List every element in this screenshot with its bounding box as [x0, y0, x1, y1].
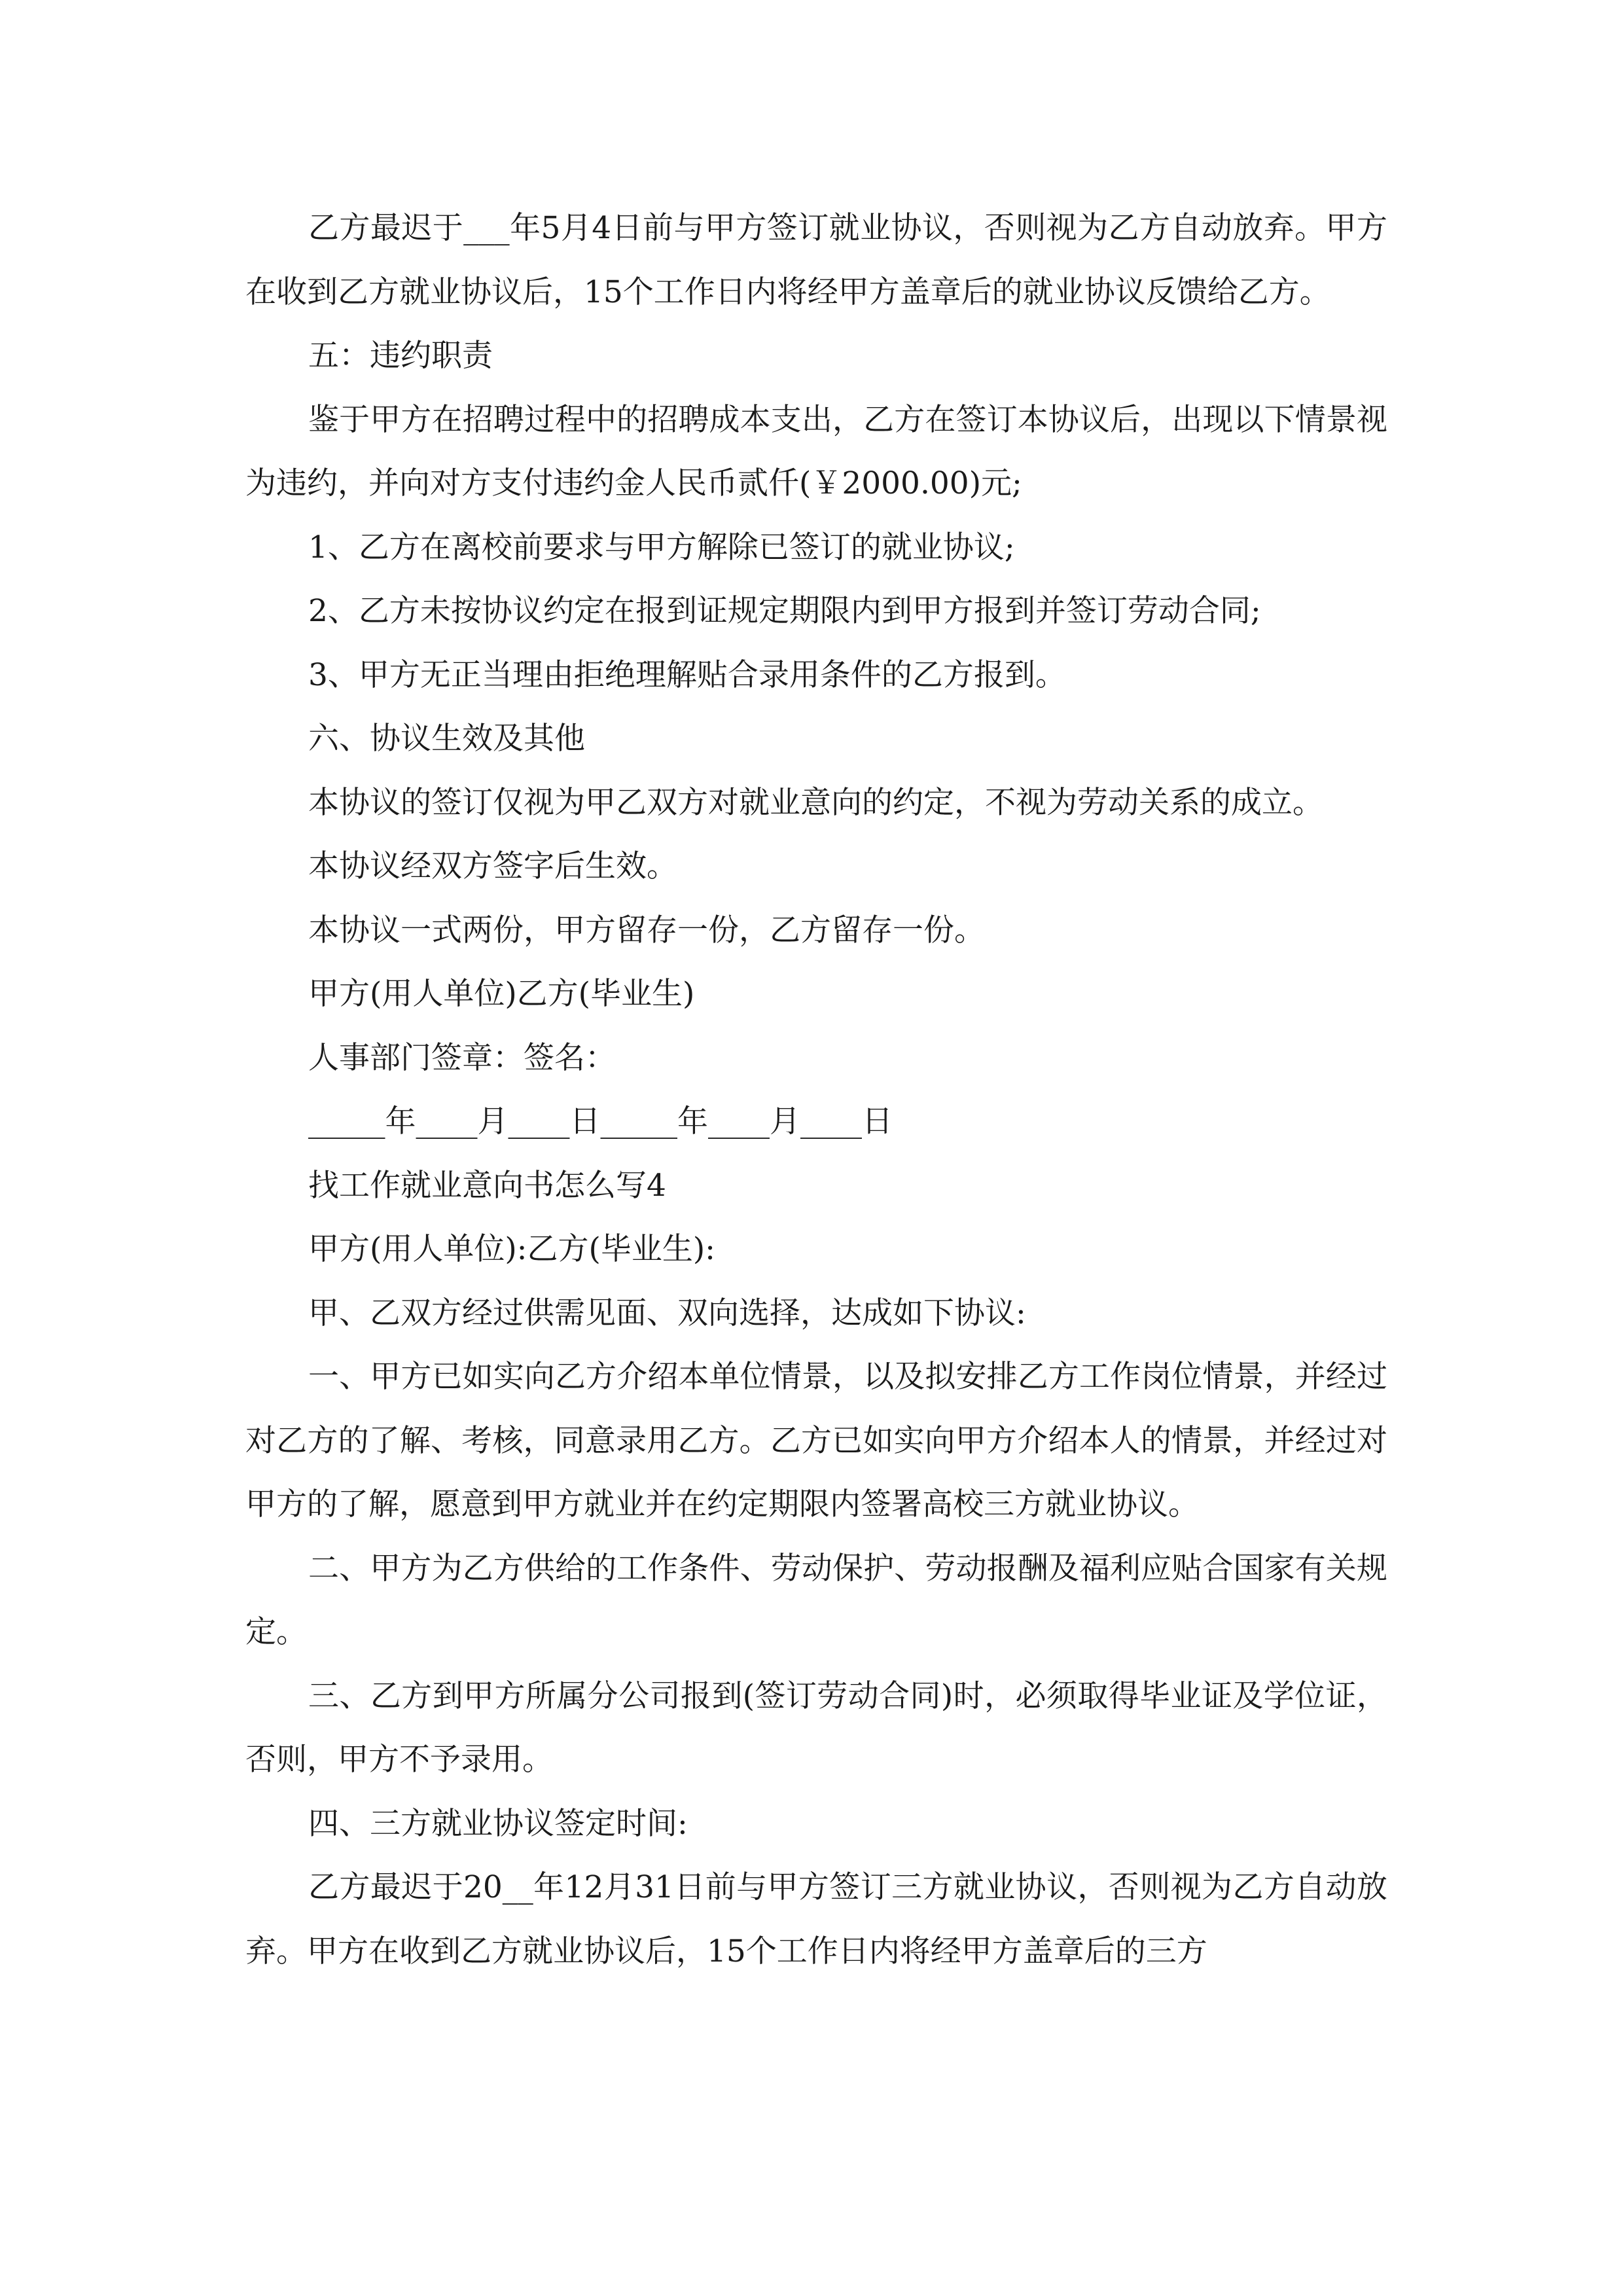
parties-line: 甲方(用人单位)乙方(毕业生) [308, 976, 695, 1012]
clause-4-heading: 四、三方就业协议签定时间: [308, 1805, 688, 1842]
clause-3: 三、乙方到甲方所属分公司报到(签订劳动合同)时，必须取得毕业证及学位证，否则，甲方不予录用。 [245, 1677, 1387, 1778]
signature-line: 人事部门签章：签名： [308, 1039, 616, 1076]
clause-2: 二、甲方为乙方供给的工作条件、劳动保护、劳动报酬及福利应贴合国家有关规定。 [245, 1550, 1387, 1650]
section-title: 找工作就业意向书怎么写4 [308, 1167, 666, 1204]
date-line: _____年____月____日_____年____月____日 [308, 1103, 893, 1139]
paragraph-effective-on-sign: 本协议经双方签字后生效。 [308, 848, 677, 884]
paragraph-intent-only: 本协议的签订仅视为甲乙双方对就业意向的约定，不视为劳动关系的成立。 [308, 784, 1323, 821]
document-body [245, 196, 1387, 1983]
paragraph-breach-penalty: 鉴于甲方在招聘过程中的招聘成本支出，乙方在签订本协议后，出现以下情景视为违约，并向对方支付违约金人民币贰仟(￥2000.00)元; [245, 401, 1387, 501]
clause-1: 一、甲方已如实向乙方介绍本单位情景，以及拟安排乙方工作岗位情景，并经过对乙方的了解、考核，同意录用乙方。乙方已如实向甲方介绍本人的情景，并经过对甲方的了解，愿意到甲方就业并在约定期限内签署高校三方就业协议。 [245, 1359, 1387, 1522]
heading-effect-and-other: 六、协议生效及其他 [308, 721, 585, 757]
paragraph-copies: 本协议一式两份，甲方留存一份，乙方留存一份。 [308, 912, 985, 948]
paragraph-agreement-intro: 甲、乙双方经过供需见面、双向选择，达成如下协议: [308, 1295, 1026, 1331]
paragraph-sign-deadline: 乙方最迟于___年5月4日前与甲方签订就业协议，否则视为乙方自动放弃。甲方在收到乙方就业协议后，15个工作日内将经甲方盖章后的就业协议反馈给乙方。 [245, 210, 1387, 310]
list-item-breach-1: 1、乙方在离校前要求与甲方解除已签订的就业协议; [308, 529, 1015, 565]
heading-breach-liability: 五：违约职责 [308, 338, 493, 374]
clause-4-body: 乙方最迟于20__年12月31日前与甲方签订三方就业协议，否则视为乙方自动放弃。甲方在收到乙方就业协议后，15个工作日内将经甲方盖章后的三方 [245, 1869, 1387, 1969]
list-item-breach-2: 2、乙方未按协议约定在报到证规定期限内到甲方报到并签订劳动合同; [308, 593, 1261, 629]
parties-header: 甲方(用人单位):乙方(毕业生): [308, 1231, 716, 1267]
list-item-breach-3: 3、甲方无正当理由拒绝理解贴合录用条件的乙方报到。 [308, 656, 1066, 693]
